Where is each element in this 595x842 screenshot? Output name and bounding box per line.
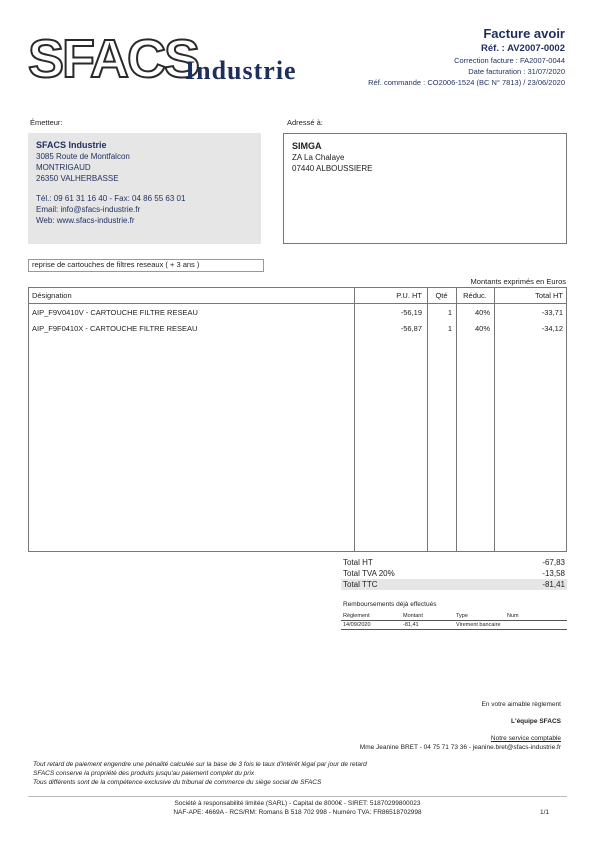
reimb-header-type: Type [456, 613, 468, 619]
emitter-label: Émetteur: [30, 118, 63, 127]
total-ht-label: Total HT [343, 558, 373, 567]
document-title: Facture avoir [483, 26, 565, 41]
row2-total: -34,12 [541, 324, 563, 333]
footer-line1: Société à responsabilité limitée (SARL) - Capital de 8000€ - SIRET: 51870299800023 [174, 800, 421, 807]
logo-brand: SFACS [28, 29, 199, 89]
total-tva-label: Total TVA 20% [343, 569, 395, 578]
closing-text: En votre aimable règlement [481, 701, 561, 708]
recipient-label: Adressé à: [287, 118, 323, 127]
legal-line3: Tous différents sont de la compétence exclusive du tribunal de commerce du siège social de SFACS [33, 779, 322, 786]
company-logo [28, 29, 313, 90]
invoice-date: Date facturation : 31/07/2020 [468, 67, 565, 76]
row2-qty: 1 [447, 324, 452, 333]
recipient-box [283, 133, 567, 244]
accounting-contact: Mme Jeanine BRET - 04 75 71 73 36 - jeanine.bret@sfacs-industrie.fr [359, 744, 561, 751]
emitter-web: Web: www.sfacs-industrie.fr [36, 216, 135, 225]
reimb-amount: -81,41 [403, 622, 419, 628]
row1-total: -33,71 [541, 308, 563, 317]
emitter-name: SFACS Industrie [36, 140, 107, 150]
row2-unit-price: -56,87 [400, 324, 422, 333]
reimbursements-title: Remboursements déjà effectués [343, 601, 437, 608]
header-total: Total HT [535, 291, 563, 300]
reimb-header-amount: Montant [403, 613, 423, 619]
page-number: 1/1 [539, 809, 549, 816]
emitter-phone: Tél.: 09 61 31 16 40 - Fax: 04 86 55 63 01 [36, 194, 186, 203]
reimb-header-num: Num [507, 613, 519, 619]
total-ttc-value: -81,41 [542, 580, 565, 589]
total-ttc-label: Total TTC [343, 580, 378, 589]
emitter-box [28, 133, 261, 244]
recipient-address2: 07440 ALBOUSSIERE [292, 164, 373, 173]
emitter-address2: MONTRIGAUD [36, 163, 91, 172]
total-ht-value: -67,83 [542, 558, 565, 567]
header-qty: Qté [435, 291, 448, 300]
total-tva-value: -13,58 [542, 569, 565, 578]
header-discount: Réduc. [463, 291, 487, 300]
row1-unit-price: -56,19 [400, 308, 422, 317]
items-table [28, 287, 567, 552]
accounting-service: Notre service comptable [490, 735, 561, 742]
reimbursements-row [341, 621, 567, 630]
footer-divider [28, 796, 567, 797]
reimbursements-header [341, 612, 567, 621]
total-tva-row [341, 568, 567, 579]
header-designation: Désignation [32, 291, 72, 300]
total-ht-row [341, 557, 567, 568]
logo-word: Industrie [185, 56, 297, 85]
reimb-header-payment: Règlement [343, 613, 370, 619]
reimb-payment: 14/09/2020 [343, 622, 371, 628]
reimb-type: Virement bancaire [456, 622, 501, 628]
emitter-address1: 3085 Route de Montfalcon [36, 152, 130, 161]
team-name: L'équipe SFACS [511, 718, 561, 725]
recipient-name: SIMGA [292, 141, 322, 151]
emitter-email: Email: info@sfacs-industrie.fr [36, 205, 141, 214]
currency-note: Montants exprimés en Euros [470, 277, 566, 286]
correction-invoice: Correction facture : FA2007-0044 [454, 56, 565, 65]
row1-designation: AIP_F9V0410V - CARTOUCHE FILTRE RESEAU [32, 308, 198, 317]
row2-designation: AIP_F9F0410X - CARTOUCHE FILTRE RESEAU [32, 324, 198, 333]
legal-line2: SFACS conserve la propriété des produits jusqu'au paiement complet du prix [33, 770, 255, 777]
row1-discount: 40% [474, 308, 490, 317]
footer-line2: NAF-APE: 4669A - RCS/RM: Romans B 518 702 998 - Numéro TVA: FR86518702998 [173, 809, 422, 816]
row1-qty: 1 [447, 308, 452, 317]
document-reference: Réf. : AV2007-0002 [481, 43, 565, 54]
total-ttc-row [341, 579, 567, 590]
row2-discount: 40% [474, 324, 490, 333]
order-reference: Réf. commande : CO2006-1524 (BC N° 7813) / 23/06/2020 [368, 78, 565, 87]
legal-line1: Tout retard de paiement engendre une pénalité calculée sur la base de 3 fois le taux d'intérêt légal par jour de retard [33, 761, 367, 768]
emitter-address3: 26350 VALHERBASSE [36, 174, 119, 183]
recipient-address1: ZA La Chalaye [292, 153, 345, 162]
subject-text: reprise de cartouches de filtres reseaux ( + 3 ans ) [32, 260, 200, 269]
header-unit-price: P.U. HT [396, 291, 422, 300]
